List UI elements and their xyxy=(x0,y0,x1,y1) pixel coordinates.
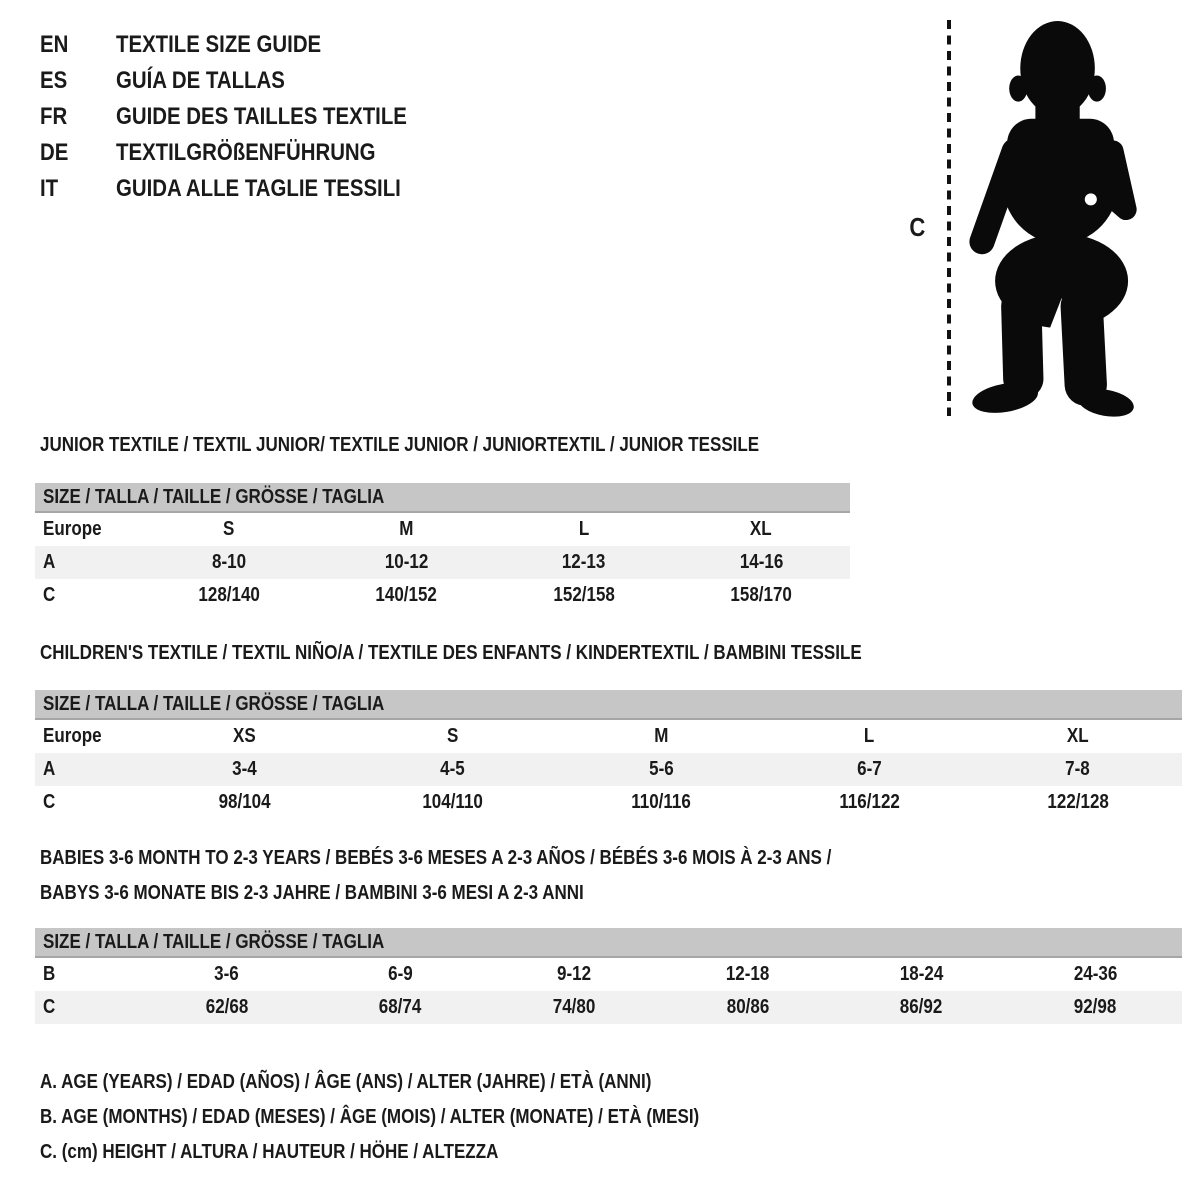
dashed-height-line-icon xyxy=(946,18,952,423)
size-value: S xyxy=(223,518,235,540)
children-size-table xyxy=(35,690,1182,819)
table-row-age xyxy=(35,753,1182,786)
months-value: 9-12 xyxy=(557,963,592,985)
table-row-months xyxy=(35,958,1182,991)
height-value: 140/152 xyxy=(375,584,437,606)
guide-title-en: TEXTILE SIZE GUIDE xyxy=(116,31,322,58)
height-value: 86/92 xyxy=(900,996,943,1018)
language-code: EN xyxy=(40,31,69,58)
months-value: 12-18 xyxy=(726,963,770,985)
height-value: 68/74 xyxy=(379,996,422,1018)
table-row-age xyxy=(35,546,850,579)
table-row-height xyxy=(35,991,1182,1024)
legend-line-c: C. (cm) HEIGHT / ALTURA / HAUTEUR / HÖHE / ALTEZZA xyxy=(40,1141,499,1163)
height-value: 122/128 xyxy=(1047,791,1109,813)
measure-legend xyxy=(40,1071,816,1176)
section-title-babies: BABIES 3-6 MONTH TO 2-3 YEARS / BEBÉS 3-6 MESES A 2-3 AÑOS / BÉBÉS 3-6 MOIS À 2-3 ANS / BABYS 3-6 MONATE BIS 2-3 JAHRE / BAMBINI 3-6 MESI A 2-3 ANNI xyxy=(40,847,832,904)
age-value: 8-10 xyxy=(211,551,246,573)
height-value: 152/158 xyxy=(553,584,615,606)
height-value: 80/86 xyxy=(726,996,770,1018)
section-title-junior: JUNIOR TEXTILE / TEXTIL JUNIOR/ TEXTILE JUNIOR / JUNIORTEXTIL / JUNIOR TESSILE xyxy=(40,434,760,456)
height-value: 158/170 xyxy=(730,584,792,606)
babies-size-table xyxy=(35,928,1182,1024)
height-value: 128/140 xyxy=(198,584,260,606)
language-title-list xyxy=(40,27,458,207)
junior-size-table xyxy=(35,483,850,612)
baby-silhouette-icon xyxy=(962,16,1137,424)
row-label: C xyxy=(43,584,56,606)
months-value: 24-36 xyxy=(1073,963,1117,985)
row-label: A xyxy=(43,551,56,573)
table-row-height xyxy=(35,579,850,612)
language-row-it xyxy=(40,171,458,207)
table-row-height xyxy=(35,786,1182,819)
row-label: C xyxy=(43,996,56,1018)
months-value: 18-24 xyxy=(899,963,944,985)
legend-line-a: A. AGE (YEARS) / EDAD (AÑOS) / ÂGE (ANS) / ALTER (JAHRE) / ETÀ (ANNI) xyxy=(40,1071,652,1093)
size-value: M xyxy=(653,725,669,747)
age-value: 12-13 xyxy=(562,551,606,573)
table-row-europe xyxy=(35,720,1182,753)
months-value: 3-6 xyxy=(214,963,240,985)
guide-title-fr: GUIDE DES TAILLES TEXTILE xyxy=(116,103,407,130)
legend-line-b: B. AGE (MONTHS) / EDAD (MESES) / ÂGE (MOIS) / ALTER (MONATE) / ETÀ (MESI) xyxy=(40,1106,700,1128)
language-code: ES xyxy=(40,67,68,94)
height-value: 116/122 xyxy=(839,791,900,813)
size-value: L xyxy=(578,518,589,540)
height-value: 74/80 xyxy=(552,996,596,1018)
size-value: S xyxy=(446,725,459,747)
height-value: 104/110 xyxy=(422,791,483,813)
height-value: 110/116 xyxy=(631,791,691,813)
language-row-es xyxy=(40,63,458,99)
row-label: Europe xyxy=(43,518,102,540)
language-code: DE xyxy=(40,139,69,166)
height-value: 98/104 xyxy=(218,791,271,813)
guide-title-es: GUÍA DE TALLAS xyxy=(116,67,285,94)
age-value: 4-5 xyxy=(440,758,465,780)
measure-label-c: C xyxy=(909,212,926,242)
age-value: 10-12 xyxy=(384,551,428,573)
language-code: IT xyxy=(40,175,59,202)
age-value: 14-16 xyxy=(739,551,783,573)
months-value: 6-9 xyxy=(388,963,413,985)
age-value: 6-7 xyxy=(857,758,882,780)
row-label: B xyxy=(43,963,56,985)
size-header-bar: SIZE / TALLA / TAILLE / GRÖSSE / TAGLIA xyxy=(35,928,1182,958)
size-value: M xyxy=(399,518,414,540)
age-value: 3-4 xyxy=(231,758,257,780)
size-header-bar: SIZE / TALLA / TAILLE / GRÖSSE / TAGLIA xyxy=(35,483,850,513)
size-value: L xyxy=(864,725,875,747)
height-value: 92/98 xyxy=(1073,996,1117,1018)
size-header-bar: SIZE / TALLA / TAILLE / GRÖSSE / TAGLIA xyxy=(35,690,1182,720)
row-label: A xyxy=(43,758,56,780)
section-title-children: CHILDREN'S TEXTILE / TEXTIL NIÑO/A / TEXTILE DES ENFANTS / KINDERTEXTIL / BAMBINI TESSILE xyxy=(40,642,862,664)
language-row-en xyxy=(40,27,458,63)
height-value: 62/68 xyxy=(205,996,249,1018)
guide-title-de: TEXTILGRÖßENFÜHRUNG xyxy=(116,139,376,166)
size-value: XL xyxy=(750,518,773,540)
size-value: XS xyxy=(232,725,256,747)
language-row-fr xyxy=(40,99,458,135)
language-code: FR xyxy=(40,103,68,130)
age-value: 7-8 xyxy=(1065,758,1091,780)
guide-title-it: GUIDA ALLE TAGLIE TESSILI xyxy=(116,175,401,202)
table-row-europe xyxy=(35,513,850,546)
row-label: C xyxy=(43,791,56,813)
age-value: 5-6 xyxy=(648,758,674,780)
language-row-de xyxy=(40,135,458,171)
row-label: Europe xyxy=(43,725,102,747)
size-value: XL xyxy=(1066,725,1089,747)
